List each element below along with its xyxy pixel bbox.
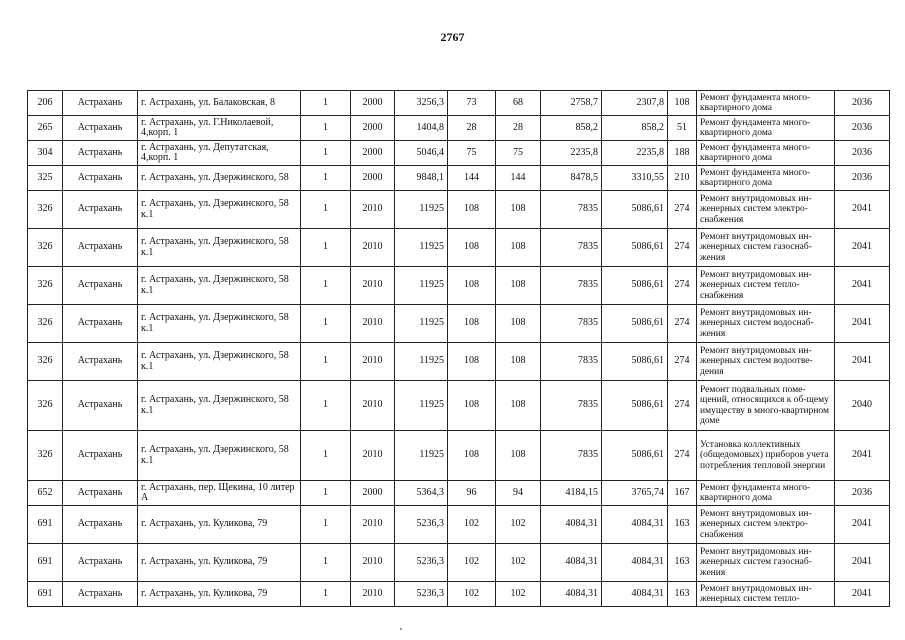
- area-private: 3765,74: [602, 481, 668, 506]
- units-residential: 108: [496, 191, 541, 229]
- area-private: 858,2: [602, 116, 668, 141]
- municipality: Астрахань: [63, 267, 138, 305]
- total-area: 1404,8: [395, 116, 448, 141]
- total-area: 9848,1: [395, 166, 448, 191]
- year: 2010: [351, 305, 395, 343]
- building-count: 1: [301, 267, 351, 305]
- residents: 274: [668, 191, 697, 229]
- units-residential: 108: [496, 431, 541, 481]
- total-area: 3256,3: [395, 91, 448, 116]
- building-count: 1: [301, 582, 351, 607]
- year: 2000: [351, 166, 395, 191]
- area-total: 7835: [541, 267, 602, 305]
- building-count: 1: [301, 481, 351, 506]
- planned-year: 2041: [835, 343, 890, 381]
- work-type: Ремонт внутридомовых ин-женерных систем электро-снабжения: [697, 506, 835, 544]
- row-number: 691: [28, 544, 63, 582]
- area-total: 4084,31: [541, 582, 602, 607]
- municipality: Астрахань: [63, 305, 138, 343]
- units-total: 108: [448, 381, 496, 431]
- municipality: Астрахань: [63, 166, 138, 191]
- table-row: [28, 267, 890, 305]
- units-residential: 108: [496, 305, 541, 343]
- area-total: 7835: [541, 343, 602, 381]
- area-total: 7835: [541, 305, 602, 343]
- area-total: 2758,7: [541, 91, 602, 116]
- units-total: 102: [448, 544, 496, 582]
- total-area: 5236,3: [395, 544, 448, 582]
- work-type: Ремонт внутридомовых ин-женерных систем газоснаб-жения: [697, 229, 835, 267]
- residents: 163: [668, 544, 697, 582]
- table-row: [28, 381, 890, 431]
- units-residential: 68: [496, 91, 541, 116]
- address: г. Астрахань, ул. Дзержинского, 58 к.1: [138, 381, 301, 431]
- residents: 108: [668, 91, 697, 116]
- area-private: 5086,61: [602, 343, 668, 381]
- planned-year: 2036: [835, 141, 890, 166]
- municipality: Астрахань: [63, 544, 138, 582]
- units-residential: 102: [496, 506, 541, 544]
- building-count: 1: [301, 343, 351, 381]
- work-type: Ремонт фундамента много-квартирного дома: [697, 116, 835, 141]
- units-total: 102: [448, 506, 496, 544]
- planned-year: 2041: [835, 267, 890, 305]
- units-total: 108: [448, 191, 496, 229]
- work-type: Ремонт внутридомовых ин-женерных систем электро-снабжения: [697, 191, 835, 229]
- row-number: 326: [28, 305, 63, 343]
- residents: 274: [668, 229, 697, 267]
- area-private: 5086,61: [602, 191, 668, 229]
- year: 2010: [351, 431, 395, 481]
- municipality: Астрахань: [63, 91, 138, 116]
- work-type: Ремонт внутридомовых ин-женерных систем газоснаб-жения: [697, 544, 835, 582]
- planned-year: 2041: [835, 229, 890, 267]
- table-row: [28, 431, 890, 481]
- units-total: 102: [448, 582, 496, 607]
- area-private: 5086,61: [602, 267, 668, 305]
- residents: 274: [668, 305, 697, 343]
- area-total: 7835: [541, 381, 602, 431]
- municipality: Астрахань: [63, 116, 138, 141]
- row-number: 326: [28, 381, 63, 431]
- area-total: 858,2: [541, 116, 602, 141]
- address: г. Астрахань, ул. Депутатская, 4,корп. 1: [138, 141, 301, 166]
- planned-year: 2036: [835, 481, 890, 506]
- work-type: Ремонт фундамента много-квартирного дома: [697, 91, 835, 116]
- residents: 274: [668, 431, 697, 481]
- row-number: 304: [28, 141, 63, 166]
- municipality: Астрахань: [63, 481, 138, 506]
- year: 2010: [351, 191, 395, 229]
- address: г. Астрахань, ул. Куликова, 79: [138, 506, 301, 544]
- building-count: 1: [301, 116, 351, 141]
- total-area: 11925: [395, 229, 448, 267]
- table-row: [28, 305, 890, 343]
- area-private: 5086,61: [602, 381, 668, 431]
- year: 2010: [351, 544, 395, 582]
- total-area: 5046,4: [395, 141, 448, 166]
- units-residential: 102: [496, 544, 541, 582]
- area-total: 8478,5: [541, 166, 602, 191]
- work-type: Ремонт фундамента много-квартирного дома: [697, 481, 835, 506]
- row-number: 326: [28, 431, 63, 481]
- residents: 188: [668, 141, 697, 166]
- municipality: Астрахань: [63, 582, 138, 607]
- row-number: 652: [28, 481, 63, 506]
- municipality: Астрахань: [63, 141, 138, 166]
- units-residential: 75: [496, 141, 541, 166]
- building-count: 1: [301, 544, 351, 582]
- municipality: Астрахань: [63, 191, 138, 229]
- residents: 210: [668, 166, 697, 191]
- planned-year: 2036: [835, 166, 890, 191]
- planned-year: 2041: [835, 431, 890, 481]
- residents: 51: [668, 116, 697, 141]
- work-type: Ремонт фундамента много-квартирного дома: [697, 141, 835, 166]
- units-residential: 144: [496, 166, 541, 191]
- municipality: Астрахань: [63, 431, 138, 481]
- units-total: 28: [448, 116, 496, 141]
- building-count: 1: [301, 381, 351, 431]
- year: 2010: [351, 229, 395, 267]
- area-total: 4084,31: [541, 506, 602, 544]
- municipality: Астрахань: [63, 506, 138, 544]
- work-type: Ремонт подвальных поме-щений, относящихся к об-щему имуществу в много-квартирном доме: [697, 381, 835, 431]
- year: 2000: [351, 91, 395, 116]
- planned-year: 2041: [835, 305, 890, 343]
- area-private: 2235,8: [602, 141, 668, 166]
- row-number: 206: [28, 91, 63, 116]
- building-count: 1: [301, 229, 351, 267]
- work-type: Ремонт внутридомовых ин-женерных систем водоснаб-жения: [697, 305, 835, 343]
- residents: 274: [668, 381, 697, 431]
- year: 2000: [351, 116, 395, 141]
- year: 2010: [351, 343, 395, 381]
- year: 2000: [351, 481, 395, 506]
- table-row: [28, 343, 890, 381]
- area-private: 4084,31: [602, 582, 668, 607]
- page-number: 2767: [440, 30, 465, 44]
- address: г. Астрахань, ул. Куликова, 79: [138, 582, 301, 607]
- row-number: 265: [28, 116, 63, 141]
- year: 2000: [351, 141, 395, 166]
- total-area: 11925: [395, 191, 448, 229]
- units-residential: 108: [496, 267, 541, 305]
- building-count: 1: [301, 506, 351, 544]
- area-total: 4184,15: [541, 481, 602, 506]
- residents: 163: [668, 506, 697, 544]
- building-count: 1: [301, 166, 351, 191]
- area-total: 7835: [541, 229, 602, 267]
- work-type: Ремонт внутридомовых ин-женерных систем тепло-: [697, 582, 835, 607]
- total-area: 11925: [395, 381, 448, 431]
- units-total: 75: [448, 141, 496, 166]
- year: 2010: [351, 582, 395, 607]
- year: 2010: [351, 267, 395, 305]
- units-residential: 102: [496, 582, 541, 607]
- planned-year: 2036: [835, 91, 890, 116]
- row-number: 326: [28, 229, 63, 267]
- area-private: 4084,31: [602, 544, 668, 582]
- units-total: 108: [448, 431, 496, 481]
- address: г. Астрахань, ул. Дзержинского, 58 к.1: [138, 191, 301, 229]
- address: г. Астрахань, ул. Дзержинского, 58 к.1: [138, 305, 301, 343]
- area-total: 7835: [541, 431, 602, 481]
- table-row: [28, 229, 890, 267]
- row-number: 326: [28, 267, 63, 305]
- area-private: 2307,8: [602, 91, 668, 116]
- units-total: 96: [448, 481, 496, 506]
- units-total: 144: [448, 166, 496, 191]
- area-total: 4084,31: [541, 544, 602, 582]
- address: г. Астрахань, пер. Щекина, 10 литер А: [138, 481, 301, 506]
- table-row: [28, 141, 890, 166]
- area-private: 5086,61: [602, 431, 668, 481]
- residents: 167: [668, 481, 697, 506]
- municipality: Астрахань: [63, 381, 138, 431]
- work-type: Ремонт внутридомовых ин-женерных систем тепло-снабжения: [697, 267, 835, 305]
- building-count: 1: [301, 305, 351, 343]
- units-residential: 94: [496, 481, 541, 506]
- units-total: 108: [448, 229, 496, 267]
- planned-year: 2036: [835, 116, 890, 141]
- address: г. Астрахань, ул. Балаковская, 8: [138, 91, 301, 116]
- planned-year: 2041: [835, 544, 890, 582]
- address: г. Астрахань, ул. Дзержинского, 58 к.1: [138, 431, 301, 481]
- year: 2010: [351, 381, 395, 431]
- address: г. Астрахань, ул. Дзержинского, 58: [138, 166, 301, 191]
- residents: 274: [668, 267, 697, 305]
- table-row: [28, 91, 890, 116]
- table-row: [28, 116, 890, 141]
- table-row: [28, 544, 890, 582]
- work-type: Установка коллективных (общедомовых) приборов учета потребления тепловой энергии: [697, 431, 835, 481]
- address: г. Астрахань, ул. Дзержинского, 58 к.1: [138, 229, 301, 267]
- total-area: 5236,3: [395, 506, 448, 544]
- table-row: [28, 166, 890, 191]
- residents: 274: [668, 343, 697, 381]
- total-area: 11925: [395, 267, 448, 305]
- address: г. Астрахань, ул. Куликова, 79: [138, 544, 301, 582]
- total-area: 5364,3: [395, 481, 448, 506]
- row-number: 325: [28, 166, 63, 191]
- year: 2010: [351, 506, 395, 544]
- total-area: 11925: [395, 431, 448, 481]
- address: г. Астрахань, ул. Дзержинского, 58 к.1: [138, 267, 301, 305]
- municipality: Астрахань: [63, 343, 138, 381]
- units-total: 108: [448, 305, 496, 343]
- area-private: 5086,61: [602, 305, 668, 343]
- address: г. Астрахань, ул. Г.Николаевой, 4,корп. 1: [138, 116, 301, 141]
- units-total: 73: [448, 91, 496, 116]
- area-total: 7835: [541, 191, 602, 229]
- planned-year: 2041: [835, 506, 890, 544]
- table-row: [28, 582, 890, 607]
- work-type: Ремонт внутридомовых ин-женерных систем водоотве-дения: [697, 343, 835, 381]
- row-number: 691: [28, 582, 63, 607]
- area-private: 5086,61: [602, 229, 668, 267]
- table-row: [28, 506, 890, 544]
- building-count: 1: [301, 91, 351, 116]
- address: г. Астрахань, ул. Дзержинского, 58 к.1: [138, 343, 301, 381]
- area-private: 4084,31: [602, 506, 668, 544]
- row-number: 691: [28, 506, 63, 544]
- units-total: 108: [448, 343, 496, 381]
- planned-year: 2041: [835, 582, 890, 607]
- planned-year: 2040: [835, 381, 890, 431]
- building-count: 1: [301, 191, 351, 229]
- row-number: 326: [28, 191, 63, 229]
- units-total: 108: [448, 267, 496, 305]
- total-area: 11925: [395, 343, 448, 381]
- area-private: 3310,55: [602, 166, 668, 191]
- total-area: 11925: [395, 305, 448, 343]
- area-total: 2235,8: [541, 141, 602, 166]
- table-body: [28, 91, 890, 607]
- units-residential: 28: [496, 116, 541, 141]
- building-count: 1: [301, 431, 351, 481]
- units-residential: 108: [496, 381, 541, 431]
- total-area: 5236,3: [395, 582, 448, 607]
- units-residential: 108: [496, 343, 541, 381]
- scan-speck: [400, 628, 402, 630]
- building-count: 1: [301, 141, 351, 166]
- residents: 163: [668, 582, 697, 607]
- units-residential: 108: [496, 229, 541, 267]
- table-row: [28, 481, 890, 506]
- work-type: Ремонт фундамента много-квартирного дома: [697, 166, 835, 191]
- repair-schedule-table: [27, 90, 890, 607]
- table-row: [28, 191, 890, 229]
- planned-year: 2041: [835, 191, 890, 229]
- row-number: 326: [28, 343, 63, 381]
- municipality: Астрахань: [63, 229, 138, 267]
